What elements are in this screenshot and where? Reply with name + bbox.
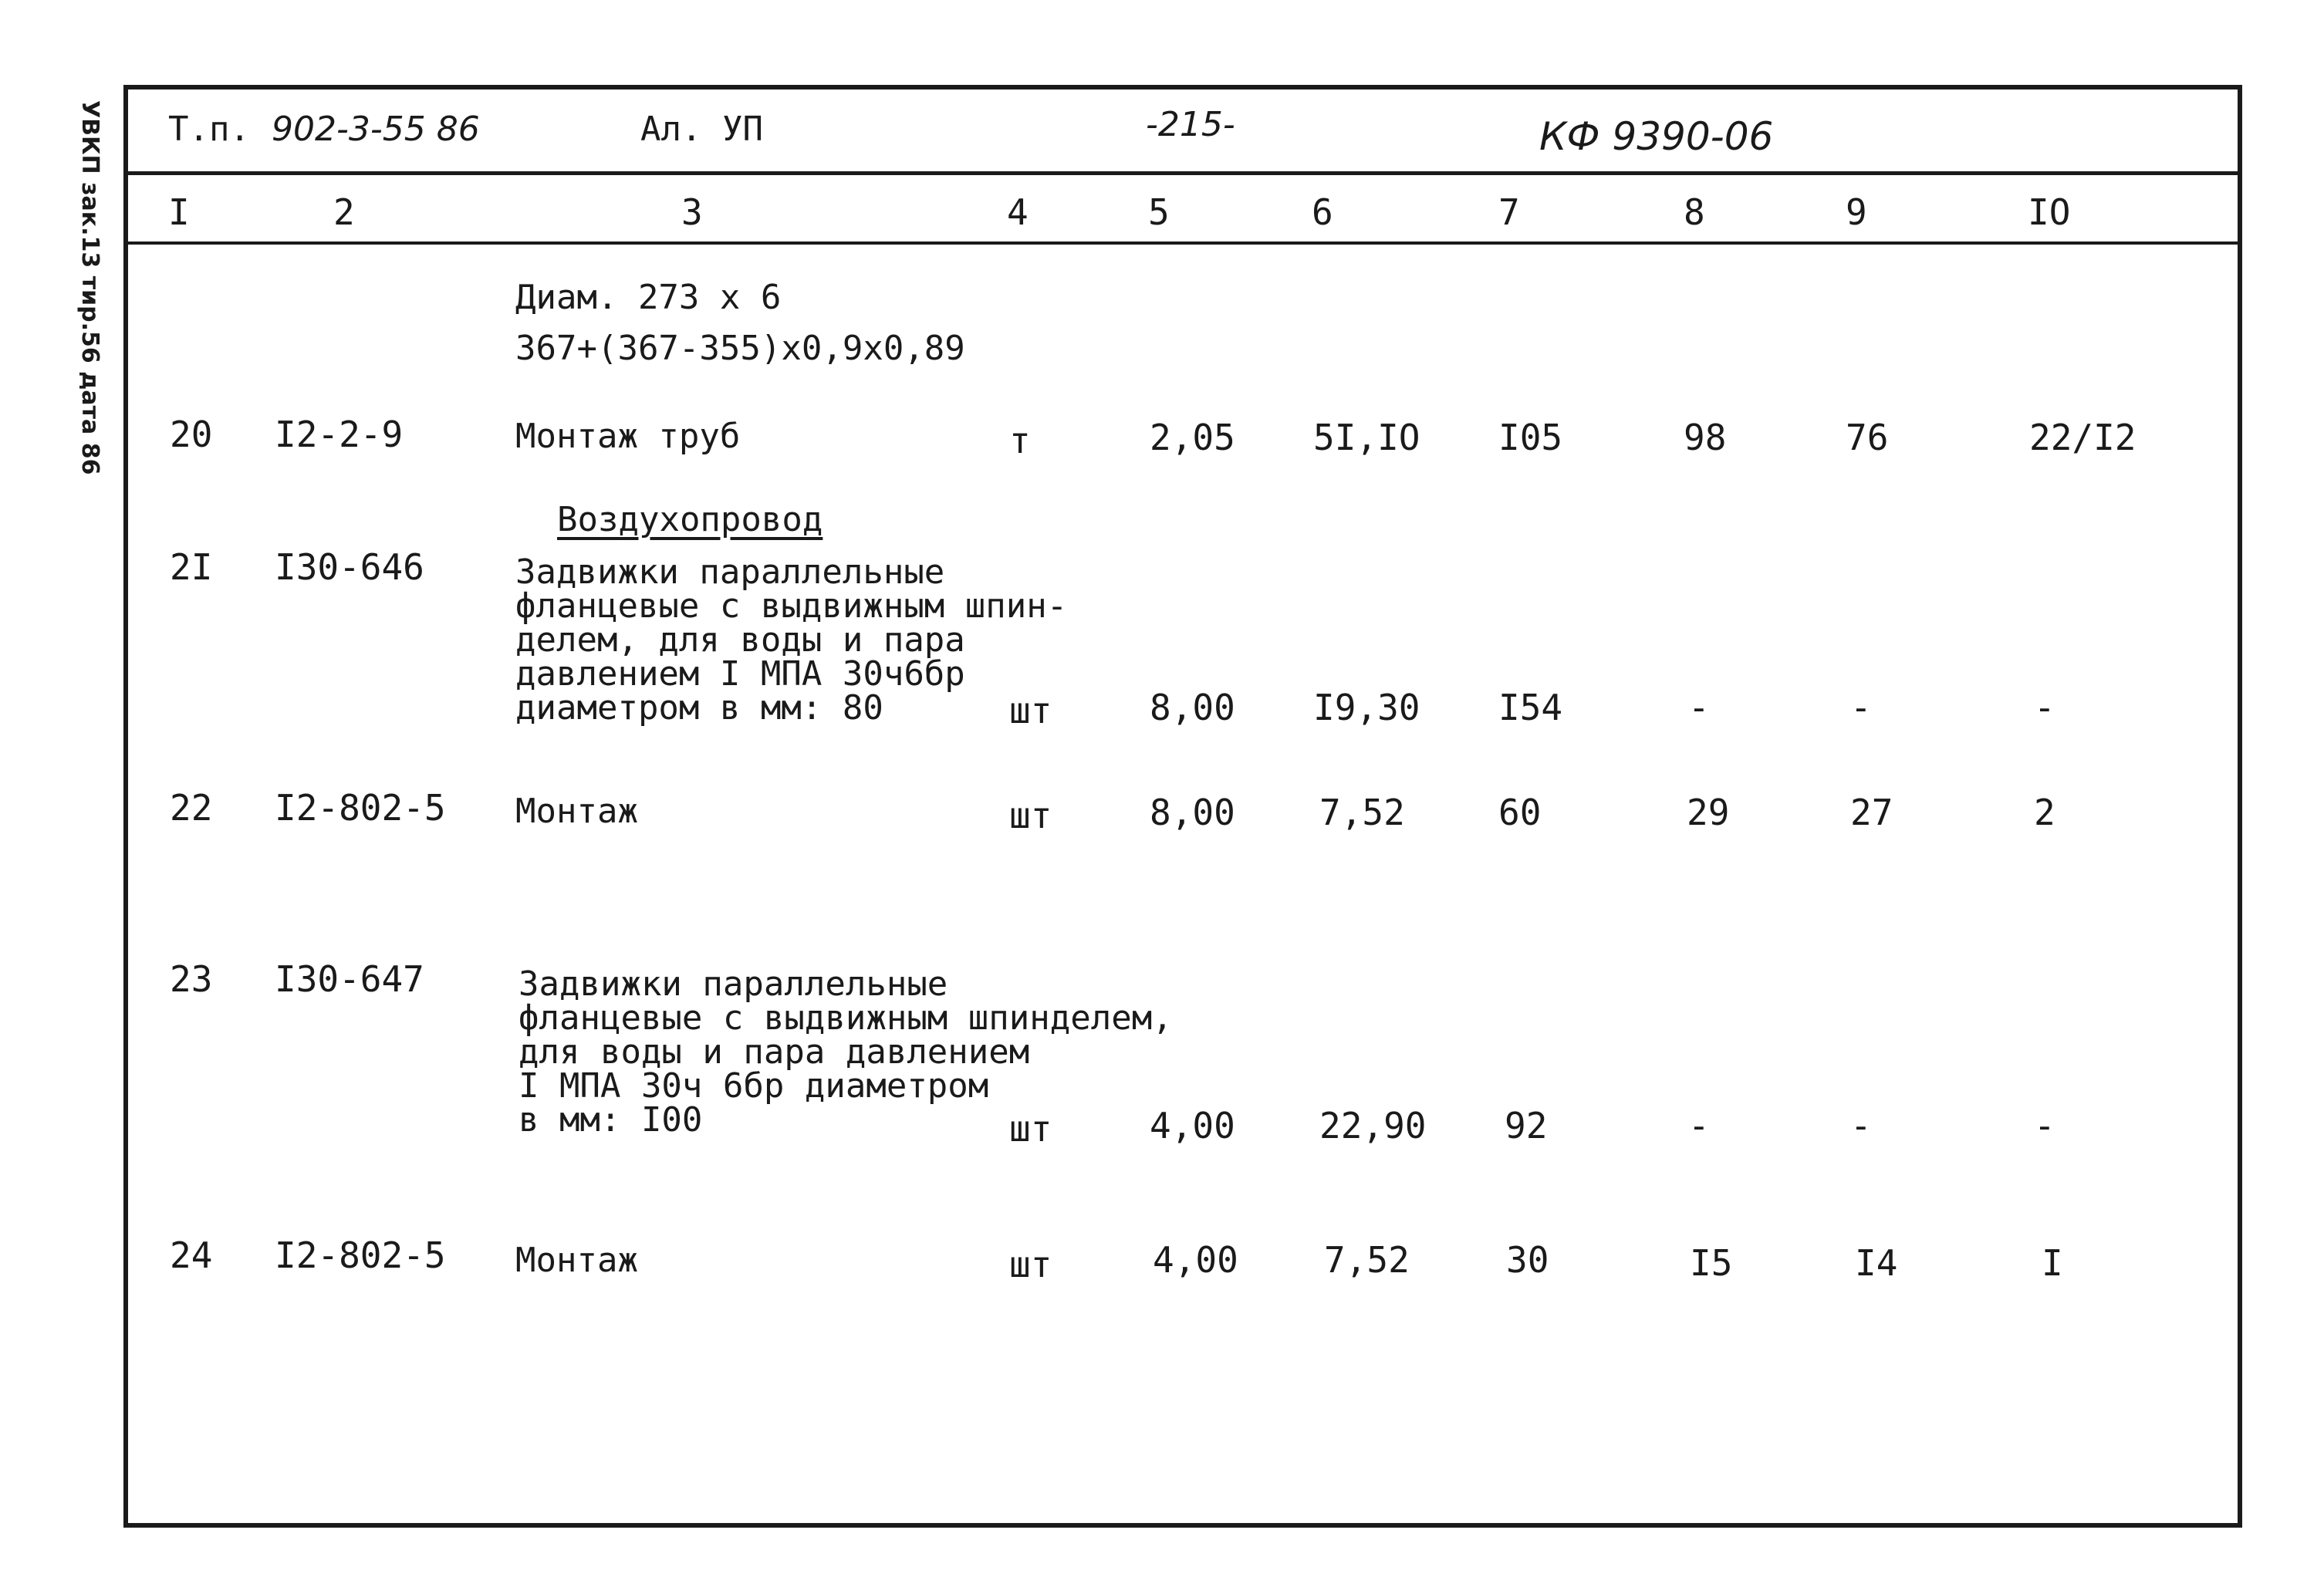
row-unit: шт xyxy=(1009,1244,1052,1285)
frame-left-border xyxy=(123,85,128,1528)
document-code: КФ 9390-06 xyxy=(1539,114,1774,159)
row-number: 24 xyxy=(170,1234,213,1276)
row-col8: - xyxy=(1688,1105,1710,1147)
row-description: Монтаж xyxy=(515,792,638,831)
intro-formula: 367+(367-355)х0,9х0,89 xyxy=(515,329,965,368)
row-unit: шт xyxy=(1009,690,1052,731)
col-header-2: 2 xyxy=(333,191,355,233)
row-col7: 60 xyxy=(1498,792,1542,833)
row-col8: - xyxy=(1688,687,1710,728)
row-description: Монтаж труб xyxy=(515,417,741,456)
row-code: I2-802-5 xyxy=(275,1234,446,1276)
row-col7: 92 xyxy=(1505,1105,1548,1147)
row-col9: 27 xyxy=(1850,792,1893,833)
header-divider xyxy=(123,171,2242,175)
row-col6: 5I,IO xyxy=(1313,417,1420,458)
row-number: 23 xyxy=(170,958,213,1000)
row-col6: 7,52 xyxy=(1324,1239,1410,1281)
row-col5: 4,00 xyxy=(1153,1239,1238,1281)
row-description-line: I МПА 30ч 6бр диаметром xyxy=(519,1066,989,1106)
tp-number: 902-3-55 86 xyxy=(272,110,480,149)
album-label: Ал. УП xyxy=(640,110,763,149)
row-col5: 2,05 xyxy=(1150,417,1235,458)
row-unit: шт xyxy=(1009,795,1052,836)
row-description-line: Задвижки параллельные xyxy=(519,964,948,1004)
row-code: I30-646 xyxy=(275,546,424,588)
row-col10: 2 xyxy=(2034,792,2055,833)
row-description-line: диаметром в мм: 80 xyxy=(515,688,883,728)
row-description-line: в мм: I00 xyxy=(519,1100,703,1140)
row-col8: 29 xyxy=(1687,792,1730,833)
row-col5: 8,00 xyxy=(1150,687,1235,728)
col-header-6: 6 xyxy=(1312,191,1333,233)
row-col8: I5 xyxy=(1690,1242,1733,1284)
tp-label: Т.п. xyxy=(168,110,250,149)
row-description-line: Задвижки параллельные xyxy=(515,552,945,592)
row-description-line: фланцевые с выдвижным шпин- xyxy=(515,586,1068,626)
row-col6: I9,30 xyxy=(1313,687,1420,728)
row-col9: 76 xyxy=(1846,417,1889,458)
margin-note: УВКП зак.13 тир.56 дата 86 xyxy=(76,100,103,475)
row-number: 22 xyxy=(170,787,213,829)
row-col9: - xyxy=(1850,687,1872,728)
row-code: I2-2-9 xyxy=(275,414,404,455)
row-col7: I54 xyxy=(1498,687,1563,728)
col-header-10: IO xyxy=(2028,191,2071,233)
row-unit: т xyxy=(1009,420,1031,461)
col-header-3: 3 xyxy=(681,191,703,233)
row-col10: 22/I2 xyxy=(2029,417,2137,458)
row-col9: I4 xyxy=(1855,1242,1898,1284)
col-header-4: 4 xyxy=(1007,191,1029,233)
section-title: Воздухопровод xyxy=(557,500,823,539)
row-unit: шт xyxy=(1009,1108,1052,1150)
row-col10: I xyxy=(2042,1242,2063,1284)
row-description: Монтаж xyxy=(515,1241,638,1280)
row-number: 2I xyxy=(170,546,213,588)
row-col7: I05 xyxy=(1498,417,1563,458)
col-header-1: I xyxy=(168,191,190,233)
col-header-8: 8 xyxy=(1684,191,1705,233)
row-description-line: делем, для воды и пара xyxy=(515,620,965,660)
row-code: I2-802-5 xyxy=(275,787,446,829)
row-col8: 98 xyxy=(1684,417,1727,458)
column-numbers-divider xyxy=(123,241,2242,245)
row-number: 20 xyxy=(170,414,213,455)
row-col5: 8,00 xyxy=(1150,792,1235,833)
intro-diameter: Диам. 273 х 6 xyxy=(515,278,782,317)
row-col10: - xyxy=(2034,687,2055,728)
row-col10: - xyxy=(2034,1105,2055,1147)
col-header-7: 7 xyxy=(1498,191,1520,233)
frame-bottom-border xyxy=(123,1523,2242,1528)
row-col5: 4,00 xyxy=(1150,1105,1235,1147)
row-code: I30-647 xyxy=(275,958,424,1000)
row-description-line: давлением I МПА 30ч6бр xyxy=(515,654,965,694)
row-description-line: фланцевые с выдвижным шпинделем, xyxy=(519,998,1173,1038)
row-col9: - xyxy=(1850,1105,1872,1147)
row-description-line: для воды и пара давлением xyxy=(519,1032,1030,1072)
row-col6: 7,52 xyxy=(1319,792,1405,833)
page-number: -215- xyxy=(1146,105,1235,144)
col-header-9: 9 xyxy=(1846,191,1867,233)
row-col6: 22,90 xyxy=(1319,1105,1427,1147)
frame-right-border xyxy=(2238,85,2242,1528)
col-header-5: 5 xyxy=(1148,191,1170,233)
frame-top-border xyxy=(123,85,2242,89)
row-col7: 30 xyxy=(1506,1239,1549,1281)
